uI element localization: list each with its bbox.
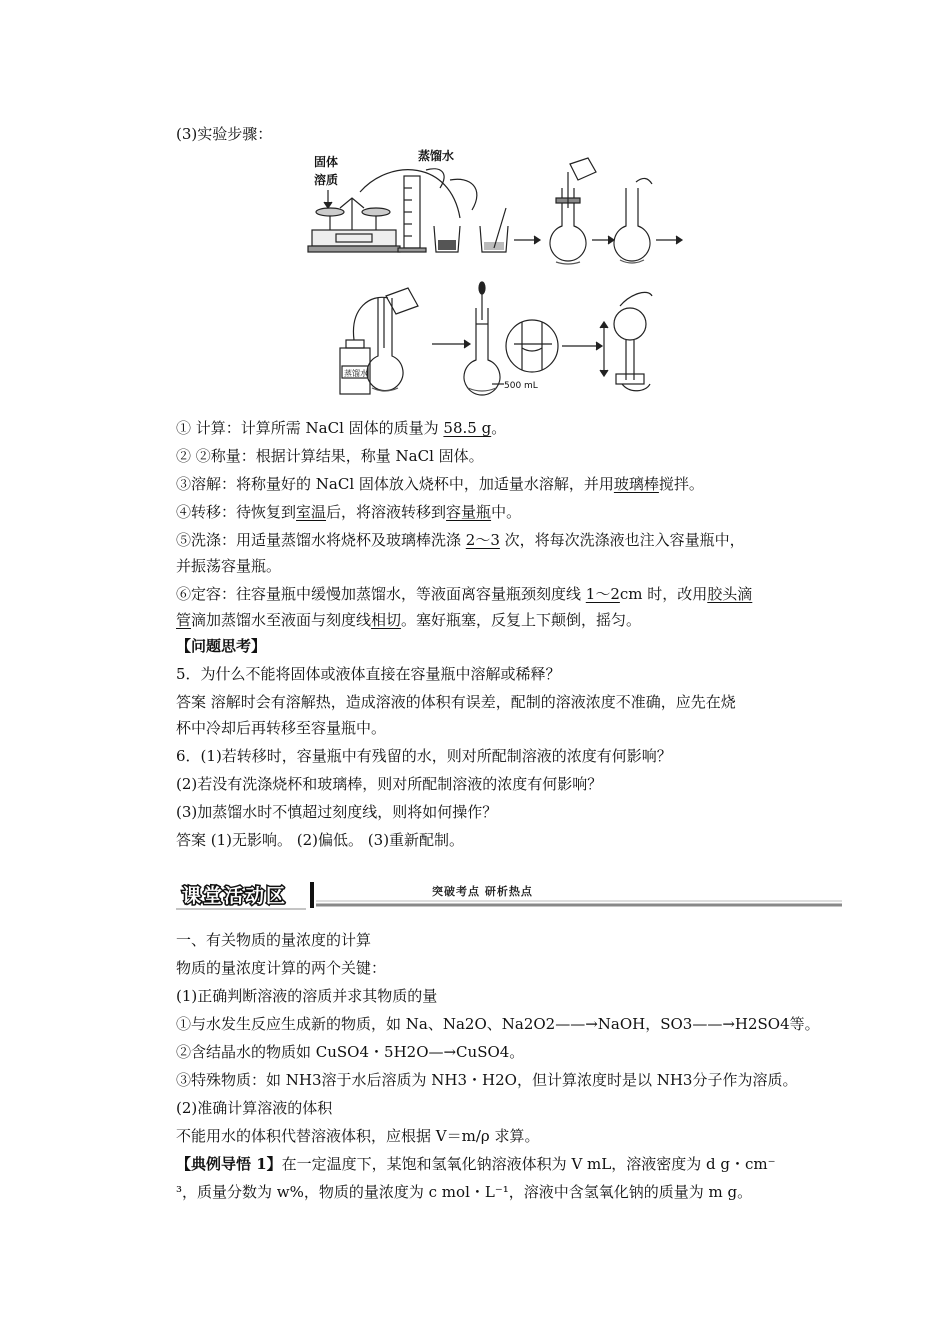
step-4-text-2: 后，将溶液转移到 (326, 503, 447, 521)
flask-icon-1 (550, 158, 596, 264)
label-bottle: 蒸馏水 (344, 369, 368, 378)
section-heading: 一、有关物质的量浓度的计算 (176, 931, 372, 949)
section-line-4: ②含结晶水的物质如 CuSO4・5H2O—→CuSO4。 (176, 1043, 525, 1061)
step-heading: (3)实验步骤： (176, 125, 273, 143)
step-1 (176, 418, 506, 438)
answer-5-line-1: 答案 溶解时会有溶解热，造成溶液的体积有误差，配制的溶液浓度不准确，应先在烧 (176, 693, 736, 711)
step-3 (176, 474, 704, 494)
step-5-text-1: ⑤洗涤：用适量蒸馏水将烧杯及玻璃棒洗涤 (176, 531, 466, 549)
example-line-1 (176, 1154, 776, 1174)
step-3-suffix: 搅拌。 (658, 475, 704, 493)
label-volume: 500 mL (504, 381, 538, 391)
step-6-blank-4: 相切 (371, 611, 402, 629)
section-line-2: (1)正确判断溶液的溶质并求其物质的量 (176, 987, 438, 1005)
step-6 (176, 584, 752, 604)
step-3-blank: 玻璃棒 (613, 475, 659, 493)
flask-icon-2 (614, 178, 652, 263)
example-line-2: ³，质量分数为 w%，物质的量浓度为 c mol・L⁻¹，溶液中含氢氧化钠的质量为 m g。 (176, 1183, 753, 1201)
banner-title: 课堂活动区 (182, 885, 288, 907)
flask-icon-3 (367, 288, 418, 391)
experiment-figure (300, 148, 720, 404)
section-banner (176, 878, 842, 912)
step-5 (176, 530, 745, 550)
step-5-blank: 2～3 (465, 531, 500, 549)
answer-5-line-2: 杯中冷却后再转移至容量瓶中。 (176, 719, 387, 737)
step-4-text-1: ④转移：待恢复到 (176, 503, 297, 521)
balance-icon (308, 198, 400, 252)
step-6-text-4: 。塞好瓶塞，反复上下颠倒，摇匀。 (401, 611, 642, 629)
step-3-text: ③溶解：将称量好的 NaCl 固体放入烧杯中，加适量水溶解，并用 (176, 475, 614, 493)
step-4-text-3: 中。 (491, 503, 522, 521)
example-tag: 【典例导悟 1】 (176, 1155, 282, 1173)
step-4 (176, 502, 521, 522)
beaker-icon-1 (434, 226, 460, 252)
step-6-text-1: ⑥定容：往容量瓶中缓慢加蒸馏水，等液面离容量瓶颈刻度线 (176, 585, 586, 603)
section-line-1: 物质的量浓度计算的两个关键： (176, 959, 387, 977)
step-4-blank-1: 室温 (296, 503, 327, 521)
section-line-3: ①与水发生反应生成新的物质，如 Na、Na2O、Na2O2——→NaOH，SO3——→H2SO4等。 (176, 1015, 820, 1033)
banner-subtitle: 突破考点 研析热点 (432, 885, 533, 898)
step-5-line-2: 并振荡容量瓶。 (176, 557, 282, 575)
think-heading: 【问题思考】 (176, 637, 267, 655)
question-6-3: (3)加蒸馏水时不慎超过刻度线，则将如何操作？ (176, 803, 498, 821)
section-line-7: 不能用水的体积代替溶液体积，应根据 V＝m/ρ 求算。 (176, 1127, 540, 1145)
label-solid-2: 溶质 (314, 173, 339, 187)
question-6-2: (2)若没有洗涤烧杯和玻璃棒，则对所配制溶液的浓度有何影响？ (176, 775, 603, 793)
step-1-blank: 58.5 g (443, 419, 492, 437)
step-4-blank-2: 容量瓶 (446, 503, 492, 521)
step-6-blank-3: 管 (176, 611, 192, 629)
step-1-suffix: 。 (491, 419, 507, 437)
cylinder-icon (398, 176, 426, 252)
step-6-line-2 (176, 610, 641, 630)
label-water: 蒸馏水 (418, 149, 455, 163)
step-6-text-3: 滴加蒸馏水至液面与刻度线 (191, 611, 372, 629)
invert-flask-icon (600, 292, 652, 390)
dropper-flask-icon (464, 282, 538, 395)
step-1-text: ① 计算：计算所需 NaCl 固体的质量为 (176, 419, 444, 437)
answer-6: 答案 (1)无影响。 (2)偏低。 (3)重新配制。 (176, 831, 465, 849)
question-5: 5．为什么不能将固体或液体直接在容量瓶中溶解或稀释？ (176, 665, 561, 683)
example-text-1: 在一定温度下，某饱和氢氧化钠溶液体积为 V mL，溶液密度为 d g・cm⁻ (281, 1155, 776, 1173)
step-5-text-2: 次，将每次洗涤液也注入容量瓶中， (499, 531, 745, 549)
step-6-blank-1: 1～2 (585, 585, 620, 603)
step-2: ② ②称量：根据计算结果，称量 NaCl 固体。 (176, 447, 484, 465)
step-6-text-2: cm 时，改用 (619, 585, 708, 603)
section-line-5: ③特殊物质：如 NH3溶于水后溶质为 NH3・H2O，但计算浓度时是以 NH3分子作为溶质。 (176, 1071, 798, 1089)
question-6-1: 6．(1)若转移时，容量瓶中有残留的水，则对所配制溶液的浓度有何影响？ (176, 747, 672, 765)
label-solid-1: 固体 (314, 155, 339, 169)
beaker-icon-2 (480, 208, 508, 252)
step-6-blank-2: 胶头滴 (707, 585, 753, 603)
section-line-6: (2)准确计算溶液的体积 (176, 1099, 333, 1117)
meniscus-zoom-icon (506, 320, 558, 372)
wash-bottle-icon (340, 297, 388, 394)
